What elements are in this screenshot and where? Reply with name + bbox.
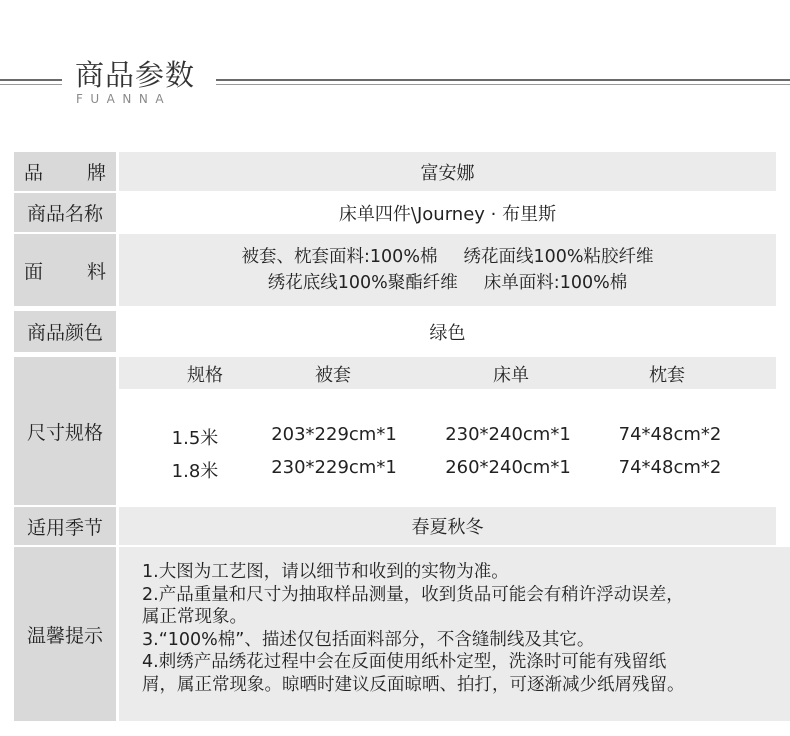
material-sheet-fabric: 床单面料:100%棉 (483, 273, 628, 293)
material-line-1 (242, 244, 654, 270)
material-label (14, 234, 116, 306)
section-subtitle: FUANNA (76, 92, 172, 106)
brand-label-char-1: 品 (24, 162, 44, 184)
brand-value-text: 富安娜 (420, 162, 475, 184)
tips-content (119, 547, 790, 721)
size-header-sheet: 床单 (493, 365, 529, 386)
color-value (119, 311, 776, 352)
season-label (14, 507, 116, 545)
brand-value (119, 152, 776, 191)
brand-label-char-2: 牌 (86, 162, 106, 184)
material-label-char-1: 面 (24, 260, 44, 283)
color-label-text: 商品颜色 (26, 322, 103, 344)
product-name-label (14, 193, 116, 232)
size-header-duvet: 被套 (315, 365, 351, 386)
material-cover-fabric: 被套、枕套面料:100%棉 (241, 247, 438, 267)
size-row-2-spec: 1.8米 (171, 461, 219, 482)
material-embroidery-top-thread: 绣花面线100%粘胶纤维 (463, 247, 654, 267)
tip-line-2: 2.产品重量和尺寸为抽取样品测量，收到货品可能会有稍许浮动误差， (142, 584, 684, 605)
size-header-pillowcase: 枕套 (649, 365, 685, 386)
size-label (14, 357, 116, 505)
product-name-value (119, 193, 776, 232)
tip-line-1: 1.大图为工艺图，请以细节和收到的实物为准。 (142, 562, 509, 582)
size-header-spec: 规格 (187, 365, 223, 386)
header-rule-left (0, 79, 62, 81)
size-row-2-duvet: 230*229cm*1 (271, 457, 397, 478)
product-name-label-text: 商品名称 (26, 203, 103, 225)
material-line-2 (268, 270, 627, 296)
size-row-1-sheet: 230*240cm*1 (445, 424, 571, 445)
size-label-text: 尺寸规格 (26, 421, 103, 444)
tip-line-3: 属正常现象。 (142, 607, 247, 627)
season-value-text: 春夏秋冬 (411, 517, 484, 538)
material-embroidery-bottom-thread: 绣花底线100%聚酯纤维 (267, 273, 458, 293)
product-name-value-text: 床单四件\Journey · 布里斯 (338, 203, 557, 225)
header-rule-left-thin (0, 84, 62, 85)
color-value-text: 绿色 (429, 322, 466, 344)
brand-label (14, 152, 116, 191)
tip-line-6: 屑，属正常现象。晾晒时建议反面晾晒、拍打，可逐渐减少纸屑残留。 (142, 674, 685, 695)
size-row-2-sheet: 260*240cm*1 (445, 457, 571, 478)
material-label-char-2: 料 (86, 260, 106, 283)
size-row-2-pillowcase: 74*48cm*2 (618, 457, 722, 478)
header-rule-right (216, 79, 790, 81)
size-row-1-duvet: 203*229cm*1 (271, 424, 397, 445)
header-rule-right-thin (216, 84, 790, 85)
tip-line-4: 3.“100%棉”、描述仅包括面料部分，不含缝制线及其它。 (142, 629, 595, 650)
size-table-header (119, 357, 776, 389)
material-value (119, 234, 776, 306)
size-table-body (119, 391, 776, 505)
color-label (14, 311, 116, 352)
tips-label (14, 547, 116, 721)
tips-label-text: 温馨提示 (26, 624, 103, 647)
size-row-1-spec: 1.5米 (171, 428, 219, 449)
season-label-text: 适用季节 (26, 516, 103, 539)
section-title: 商品参数 (75, 58, 196, 92)
tip-line-5: 4.刺绣产品绣花过程中会在反面使用纸朴定型，洗涤时可能有残留纸 (142, 652, 667, 672)
size-row-1-pillowcase: 74*48cm*2 (618, 424, 722, 445)
season-value (119, 507, 776, 545)
